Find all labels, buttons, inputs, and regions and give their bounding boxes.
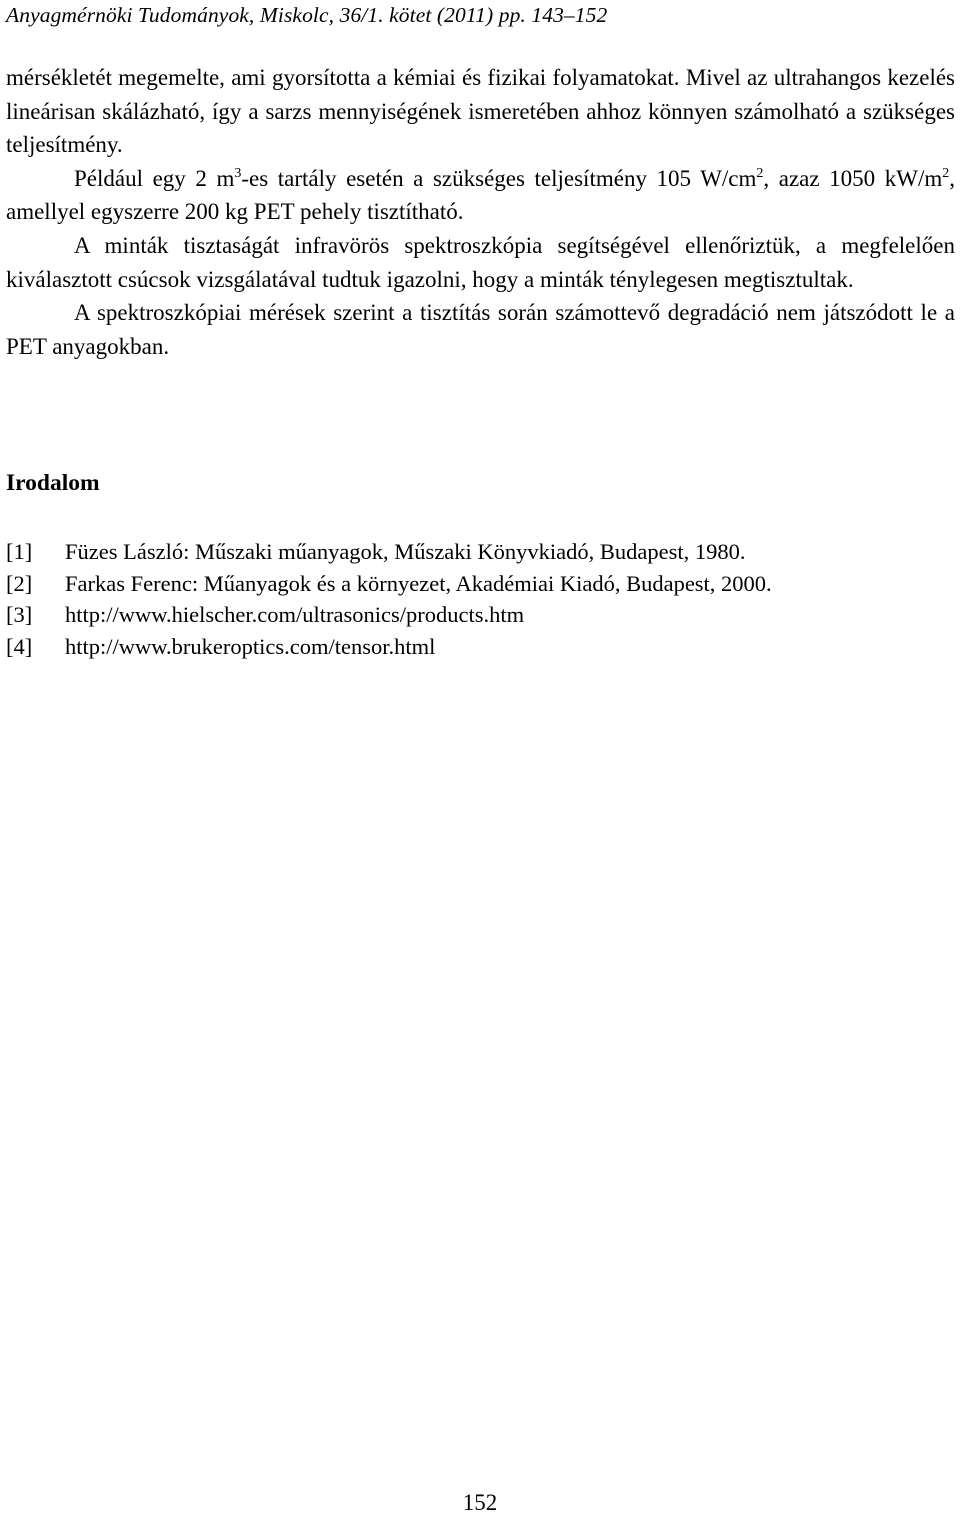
superscript-square-2: 2 <box>942 165 950 181</box>
reference-number: [1] <box>6 539 33 564</box>
reference-list <box>6 536 946 662</box>
reference-item <box>6 631 946 663</box>
paragraph-1: mérsékletét megemelte, ami gyorsította a kémiai és fizikai folyamatokat. Mivel az ultrahangos kezelés lineárisan skálázható, így a sarzs mennyiségének ismeretében ahhoz könnyen számolható a szükséges teljesítmény. <box>6 65 955 158</box>
superscript-square-1: 2 <box>756 165 764 181</box>
running-head: Anyagmérnöki Tudományok, Miskolc, 36/1. kötet (2011) pp. 143–152 <box>6 3 608 27</box>
page-number: 152 <box>462 1490 498 1515</box>
reference-number: [2] <box>6 570 33 596</box>
reference-link: http://www.hielscher.com/ultrasonics/products.htm <box>65 602 525 627</box>
paragraph-3: A minták tisztaságát infravörös spektroszkópia segítségével ellenőriztük, a megfelelően kiválasztott csúcsok vizsgálatával tudtuk igazolni, hogy a minták ténylegesen megtisztultak. <box>6 232 955 292</box>
reference-item <box>6 568 946 600</box>
reference-item <box>6 536 946 568</box>
paragraph-2-text-2: -es tartály esetén a szükséges teljesítmény 105 W/cm <box>241 165 757 191</box>
references-heading: Irodalom <box>6 470 100 496</box>
paragraph-2-text-3: , azaz 1050 kW/m <box>763 165 943 191</box>
reference-number: [4] <box>6 633 33 659</box>
paragraph-4: A spektroszkópiai mérések szerint a tisztítás során számottevő degradáció nem játszódott le a PET anyagokban. <box>6 300 955 359</box>
paragraph-2-text-1: Például egy 2 m <box>74 165 235 191</box>
body-text <box>6 61 955 363</box>
reference-link: http://www.brukeroptics.com/tensor.html <box>65 633 436 659</box>
reference-item <box>6 599 946 631</box>
paragraph-2-text-4: , amellyel egyszerre 200 kg PET pehely tisztítható. <box>6 165 955 225</box>
reference-text: Füzes László: Műszaki műanyagok, Műszaki Könyvkiadó, Budapest, 1980. <box>65 539 746 564</box>
superscript-cubic: 3 <box>234 165 242 181</box>
paragraph-2 <box>6 162 955 229</box>
reference-text: Farkas Ferenc: Műanyagok és a környezet, Akadémiai Kiadó, Budapest, 2000. <box>65 570 772 596</box>
reference-number: [3] <box>6 602 33 627</box>
